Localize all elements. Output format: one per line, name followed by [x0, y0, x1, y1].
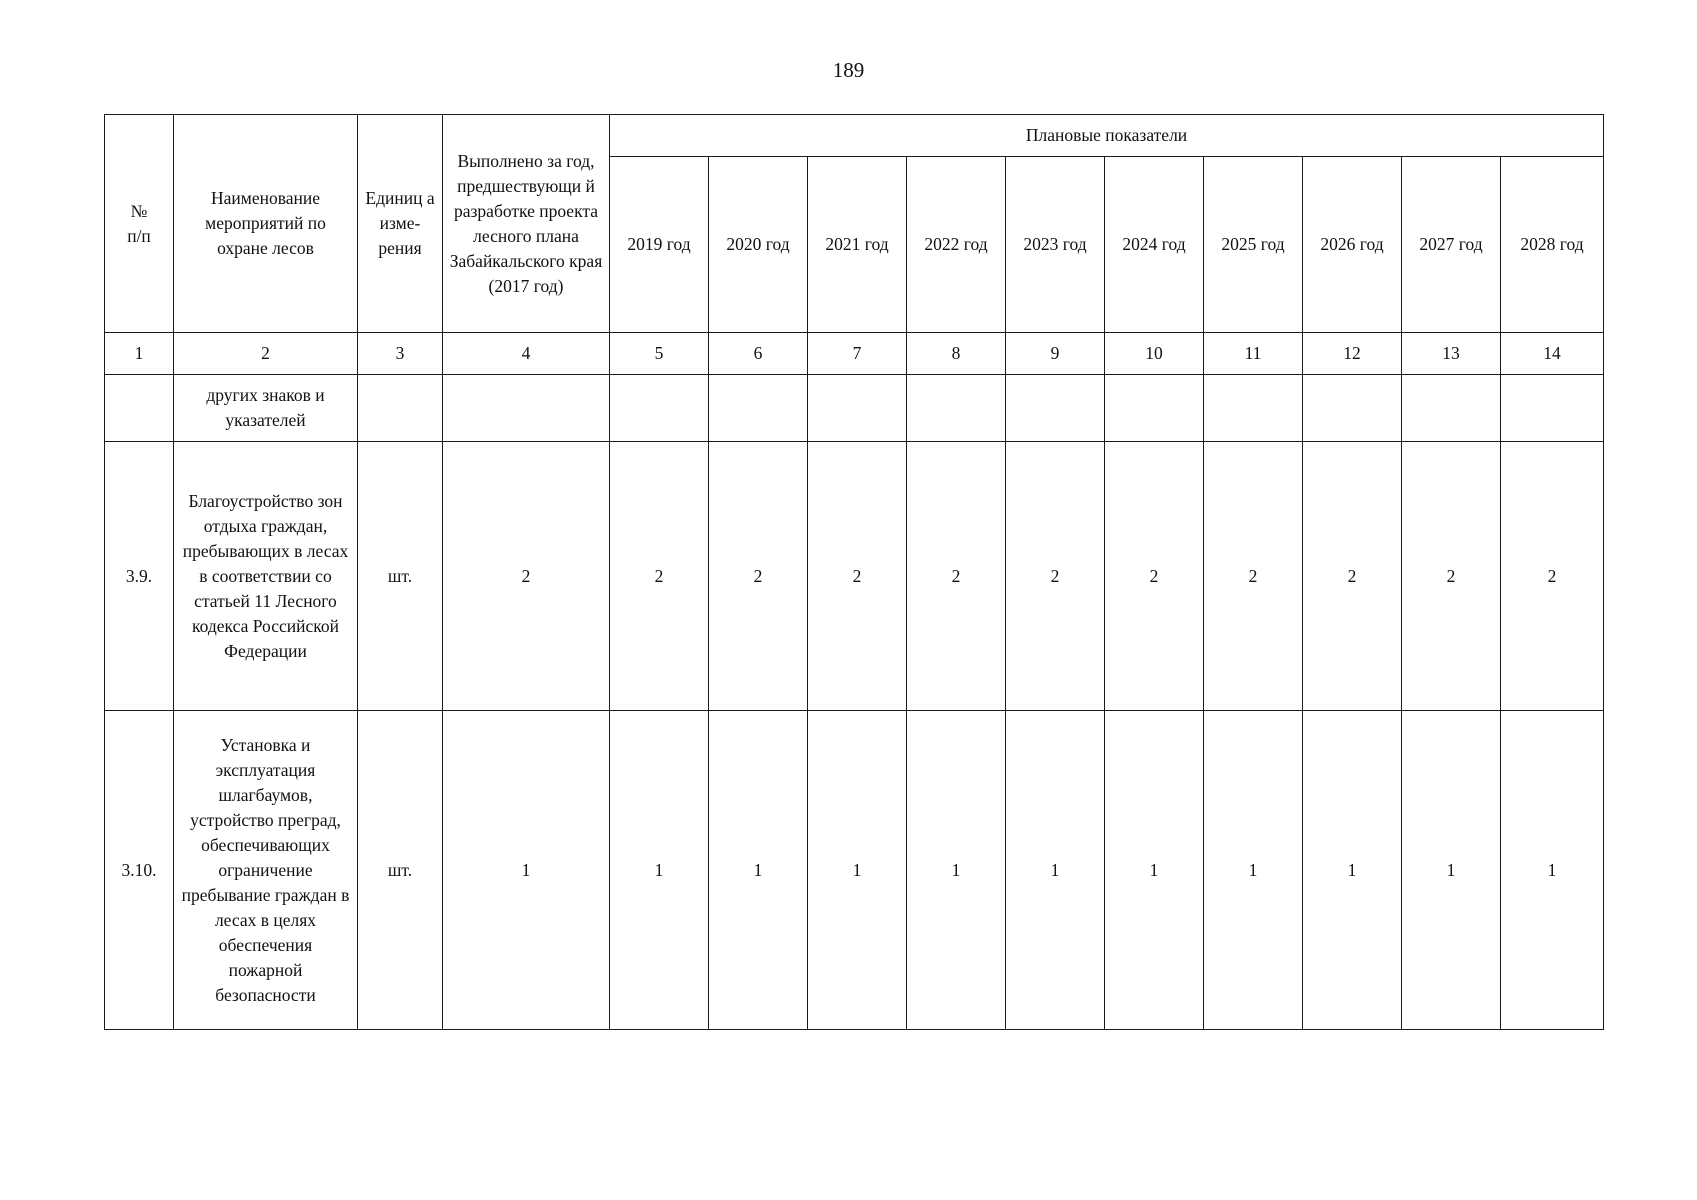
row-value: 2	[1105, 442, 1204, 711]
column-number: 2	[174, 333, 358, 375]
row-name: Благоустройство зон отдыха граждан, пребывающих в лесах в соответствии со статьей 11 Лесного кодекса Российской Федерации	[174, 442, 358, 711]
row-value	[709, 375, 808, 442]
column-number: 9	[1006, 333, 1105, 375]
header-year: 2019 год	[610, 157, 709, 333]
column-number: 14	[1501, 333, 1604, 375]
column-number: 6	[709, 333, 808, 375]
row-value	[1402, 375, 1501, 442]
row-value: 2	[610, 442, 709, 711]
header-year: 2022 год	[907, 157, 1006, 333]
header-year: 2023 год	[1006, 157, 1105, 333]
column-number: 8	[907, 333, 1006, 375]
row-value: 1	[808, 711, 907, 1030]
column-number: 3	[358, 333, 443, 375]
column-number: 13	[1402, 333, 1501, 375]
column-number: 10	[1105, 333, 1204, 375]
header-done: Выполнено за год, предшествующи й разработке проекта лесного плана Забайкальского края (2017 год)	[443, 115, 610, 333]
row-value: 2	[1006, 442, 1105, 711]
row-value	[1006, 375, 1105, 442]
row-value: 2	[709, 442, 808, 711]
page-number: 189	[832, 58, 865, 82]
row-value: 2	[907, 442, 1006, 711]
row-value: 1	[1006, 711, 1105, 1030]
row-num: 3.9.	[105, 442, 174, 711]
row-value: 1	[1402, 711, 1501, 1030]
header-name: Наименование мероприятий по охране лесов	[174, 115, 358, 333]
row-value: 1	[1501, 711, 1604, 1030]
row-value	[1303, 375, 1402, 442]
row-value: 1	[1105, 711, 1204, 1030]
row-value: 2	[1402, 442, 1501, 711]
row-done: 1	[443, 711, 610, 1030]
table-row	[105, 375, 1604, 442]
column-number: 1	[105, 333, 174, 375]
header-row-top	[105, 115, 1604, 157]
row-value: 1	[1204, 711, 1303, 1030]
row-value: 2	[808, 442, 907, 711]
header-num: № п/п	[105, 115, 174, 333]
column-number: 12	[1303, 333, 1402, 375]
row-value: 1	[610, 711, 709, 1030]
row-name: других знаков и указателей	[174, 375, 358, 442]
row-value: 2	[1204, 442, 1303, 711]
row-value	[1501, 375, 1604, 442]
table-row	[105, 711, 1604, 1030]
column-number: 11	[1204, 333, 1303, 375]
header-plan: Плановые показатели	[610, 115, 1604, 157]
row-num: 3.10.	[105, 711, 174, 1030]
row-value: 1	[709, 711, 808, 1030]
row-unit: шт.	[358, 711, 443, 1030]
header-row-numbers	[105, 333, 1604, 375]
row-done	[443, 375, 610, 442]
row-num	[105, 375, 174, 442]
row-value	[1105, 375, 1204, 442]
row-value: 2	[1501, 442, 1604, 711]
header-year: 2024 год	[1105, 157, 1204, 333]
header-year: 2025 год	[1204, 157, 1303, 333]
column-number: 4	[443, 333, 610, 375]
header-year: 2027 год	[1402, 157, 1501, 333]
row-value	[610, 375, 709, 442]
row-unit	[358, 375, 443, 442]
forest-protection-table	[104, 114, 1604, 1030]
header-year: 2026 год	[1303, 157, 1402, 333]
header-year: 2028 год	[1501, 157, 1604, 333]
column-number: 7	[808, 333, 907, 375]
column-number: 5	[610, 333, 709, 375]
header-unit: Единиц а изме-рения	[358, 115, 443, 333]
row-value: 2	[1303, 442, 1402, 711]
header-year: 2020 год	[709, 157, 808, 333]
row-value	[1204, 375, 1303, 442]
row-unit: шт.	[358, 442, 443, 711]
header-year: 2021 год	[808, 157, 907, 333]
row-value: 1	[1303, 711, 1402, 1030]
row-value: 1	[907, 711, 1006, 1030]
table-row	[105, 442, 1604, 711]
row-value	[907, 375, 1006, 442]
row-value	[808, 375, 907, 442]
row-done: 2	[443, 442, 610, 711]
row-name: Установка и эксплуатация шлагбаумов, устройство преград, обеспечивающих ограничение пребывание граждан в лесах в целях обеспечения пожарной безопасности	[174, 711, 358, 1030]
